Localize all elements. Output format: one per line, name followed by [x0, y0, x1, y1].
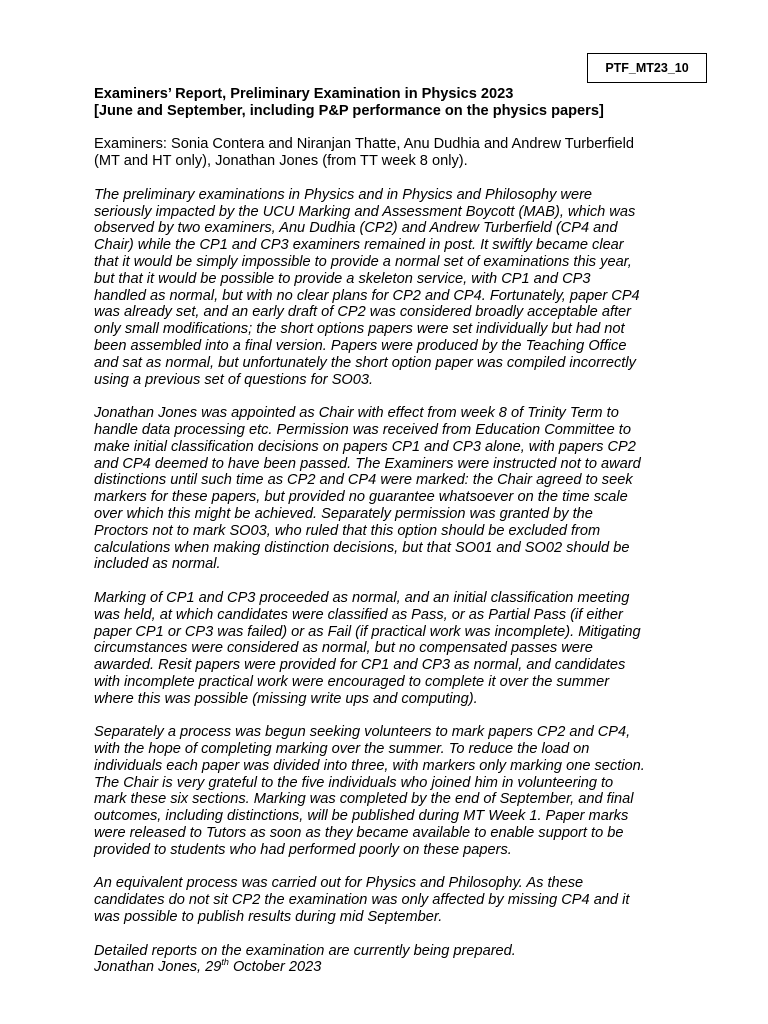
text-line: where this was possible (missing write ups and computing).: [94, 690, 478, 707]
closing-block: [94, 943, 694, 977]
paragraph-volunteers: [94, 724, 694, 858]
closing-line: Detailed reports on the examination are currently being prepared.: [94, 942, 516, 959]
text-line: with incomplete practical work were encouraged to complete it over the summer: [94, 673, 610, 690]
spacer: [94, 120, 694, 137]
text-line: only small modifications; the short options papers were set individually but had not: [94, 321, 625, 338]
text-line: that it would be simply impossible to provide a normal set of examinations this year,: [94, 253, 632, 270]
signature-month-year: October 2023: [228, 959, 322, 976]
text-line: was held, at which candidates were classified as Pass, or as Partial Pass (if either: [94, 606, 623, 623]
text-line: and sat as normal, but unfortunately the short option paper was compiled incorrectly: [94, 354, 636, 371]
text-line: make initial classification decisions on papers CP1 and CP3 alone, with papers CP2: [94, 438, 636, 455]
text-line: The preliminary examinations in Physics and in Physics and Philosophy were: [94, 186, 593, 203]
date-ordinal-suffix: th: [221, 957, 229, 968]
text-line: Separately a process was begun seeking volunteers to mark papers CP2 and CP4,: [94, 724, 631, 741]
text-line: handle data processing etc. Permission was received from Education Committee to: [94, 421, 631, 438]
report-title: [94, 86, 694, 120]
spacer: [94, 926, 694, 943]
text-line: and CP4 deemed to have been passed. The Examiners were instructed not to award: [94, 455, 641, 472]
text-line: over which this might be achieved. Separately permission was granted by the: [94, 505, 593, 522]
text-line: mark these six sections. Marking was completed by the end of September, and final: [94, 791, 634, 808]
text-line: were released to Tutors as soon as they became available to enable support to be: [94, 825, 624, 842]
text-line: provided to students who had performed poorly on these papers.: [94, 841, 512, 858]
text-line: seriously impacted by the UCU Marking and Assessment Boycott (MAB), which was: [94, 203, 636, 220]
text-line: but that it would be possible to provide a skeleton service, with CP1 and CP3: [94, 270, 591, 287]
text-line: calculations when making distinction decisions, but that SO01 and SO02 should be: [94, 539, 630, 556]
paragraph-pp: [94, 875, 694, 925]
text-line: included as normal.: [94, 556, 221, 573]
text-line: with the hope of completing marking over the summer. To reduce the load on: [94, 741, 590, 758]
text-line: awarded. Resit papers were provided for CP1 and CP3 as normal, and candidates: [94, 657, 626, 674]
reference-code: PTF_MT23_10: [605, 61, 689, 75]
title-line: [June and September, including P&P performance on the physics papers]: [94, 102, 604, 119]
text-line: been assembled into a final version. Papers were produced by the Teaching Office: [94, 337, 627, 354]
spacer: [94, 573, 694, 590]
text-line: handled as normal, but with no clear plans for CP2 and CP4. Fortunately, paper CP4: [94, 287, 640, 304]
text-line: individuals each paper was divided into three, with markers only marking one section.: [94, 757, 645, 774]
title-line: Examiners’ Report, Preliminary Examination in Physics 2023: [94, 86, 514, 102]
reference-code-box: [587, 53, 707, 83]
spacer: [94, 388, 694, 405]
text-line: Examiners: Sonia Contera and Niranjan Thatte, Anu Dudhia and Andrew Turberfield: [94, 136, 635, 153]
text-line: Proctors not to mark SO03, who ruled that this option should be excluded from: [94, 522, 601, 539]
text-line: candidates do not sit CP2 the examination was only affected by missing CP4 and it: [94, 892, 630, 909]
text-line: observed by two examiners, Anu Dudhia (CP2) and Andrew Turberfield (CP4 and: [94, 220, 618, 237]
paragraph-marking: [94, 590, 694, 708]
spacer: [94, 170, 694, 187]
text-line: The Chair is very grateful to the five individuals who joined him in volunteering to: [94, 774, 614, 791]
text-line: circumstances were considered as normal, but no compensated passes were: [94, 640, 593, 657]
spacer: [94, 707, 694, 724]
text-line: was already set, and an early draft of CP2 was considered broadly acceptable after: [94, 304, 632, 321]
text-line: Chair) while the CP1 and CP3 examiners remained in post. It swiftly became clear: [94, 237, 624, 254]
text-line: markers for these papers, but provided no guarantee whatsoever on the time scale: [94, 489, 628, 506]
text-line: distinctions until such time as CP2 and CP4 were marked: the Chair agreed to seek: [94, 472, 633, 489]
paragraph-chair: [94, 405, 694, 573]
spacer: [94, 859, 694, 876]
text-line: Marking of CP1 and CP3 proceeded as normal, and an initial classification meeting: [94, 589, 630, 606]
examiners-paragraph: [94, 136, 694, 170]
text-line: using a previous set of questions for SO03.: [94, 371, 374, 388]
text-line: outcomes, including distinctions, will be published during MT Week 1. Paper marks: [94, 808, 629, 825]
report-body: [94, 86, 694, 976]
text-line: An equivalent process was carried out for Physics and Philosophy. As these: [94, 875, 584, 892]
paragraph-boycott: [94, 187, 694, 389]
signature-line: [94, 959, 694, 976]
text-line: paper CP1 or CP3 was failed) or as Fail (if practical work was incomplete). Mitigating: [94, 623, 641, 640]
text-line: (MT and HT only), Jonathan Jones (from TT week 8 only).: [94, 153, 468, 170]
text-line: Jonathan Jones was appointed as Chair with effect from week 8 of Trinity Term to: [94, 405, 619, 422]
signature-name-date: Jonathan Jones, 29: [94, 959, 222, 976]
text-line: was possible to publish results during mid September.: [94, 909, 443, 926]
